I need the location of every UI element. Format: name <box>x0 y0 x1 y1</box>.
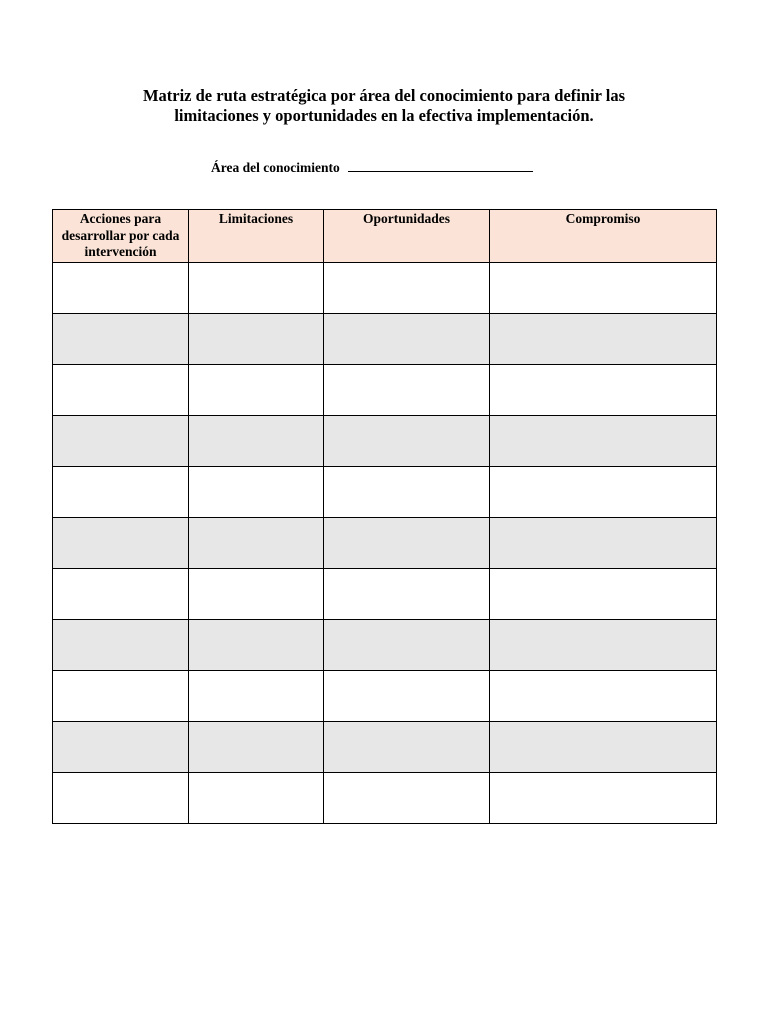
table-cell[interactable] <box>324 518 490 569</box>
table-cell[interactable] <box>53 620 189 671</box>
header-limitaciones: Limitaciones <box>189 210 324 263</box>
header-acciones: Acciones para desarrollar por cada intervención <box>53 210 189 263</box>
strategy-matrix-table <box>52 209 717 824</box>
table-cell[interactable] <box>490 518 717 569</box>
table-cell[interactable] <box>324 314 490 365</box>
table-cell[interactable] <box>189 365 324 416</box>
header-compromiso: Compromiso <box>490 210 717 263</box>
table-body <box>53 263 717 824</box>
area-label: Área del conocimiento <box>211 160 340 175</box>
table-cell[interactable] <box>324 671 490 722</box>
table-cell[interactable] <box>324 620 490 671</box>
table-cell[interactable] <box>53 263 189 314</box>
table-cell[interactable] <box>53 365 189 416</box>
table-cell[interactable] <box>189 569 324 620</box>
table-cell[interactable] <box>53 314 189 365</box>
table-cell[interactable] <box>324 365 490 416</box>
table-cell[interactable] <box>189 416 324 467</box>
table-cell[interactable] <box>490 416 717 467</box>
table-cell[interactable] <box>53 722 189 773</box>
table-cell[interactable] <box>189 518 324 569</box>
table-cell[interactable] <box>490 263 717 314</box>
table-row <box>53 569 717 620</box>
table-row <box>53 518 717 569</box>
title-line-2: limitaciones y oportunidades en la efectiva implementación. <box>174 106 594 125</box>
header-oportunidades: Oportunidades <box>324 210 490 263</box>
title-line-1: Matriz de ruta estratégica por área del conocimiento para definir las <box>142 86 626 105</box>
table-cell[interactable] <box>324 569 490 620</box>
table-row <box>53 773 717 824</box>
table-row <box>53 620 717 671</box>
table-cell[interactable] <box>490 467 717 518</box>
table-cell[interactable] <box>490 671 717 722</box>
table-cell[interactable] <box>324 773 490 824</box>
table-header-row <box>53 210 717 263</box>
table-cell[interactable] <box>490 365 717 416</box>
table-cell[interactable] <box>324 416 490 467</box>
table-cell[interactable] <box>53 569 189 620</box>
table-row <box>53 314 717 365</box>
table-cell[interactable] <box>490 722 717 773</box>
table-row <box>53 671 717 722</box>
table-row <box>53 365 717 416</box>
table-cell[interactable] <box>189 314 324 365</box>
table-row <box>53 722 717 773</box>
table-cell[interactable] <box>189 263 324 314</box>
table-cell[interactable] <box>189 671 324 722</box>
table-cell[interactable] <box>490 569 717 620</box>
area-field <box>211 159 533 176</box>
table-cell[interactable] <box>490 314 717 365</box>
table-cell[interactable] <box>53 518 189 569</box>
table-row <box>53 467 717 518</box>
table-cell[interactable] <box>189 467 324 518</box>
table-row <box>53 263 717 314</box>
table-cell[interactable] <box>189 620 324 671</box>
table-cell[interactable] <box>324 467 490 518</box>
table-cell[interactable] <box>490 620 717 671</box>
table-cell[interactable] <box>490 773 717 824</box>
document-title <box>0 86 768 126</box>
area-blank-line[interactable] <box>348 159 533 172</box>
table-cell[interactable] <box>324 263 490 314</box>
table-cell[interactable] <box>53 773 189 824</box>
table-cell[interactable] <box>53 467 189 518</box>
table-cell[interactable] <box>53 416 189 467</box>
table-row <box>53 416 717 467</box>
table-cell[interactable] <box>189 773 324 824</box>
table-cell[interactable] <box>53 671 189 722</box>
table-cell[interactable] <box>324 722 490 773</box>
table-cell[interactable] <box>189 722 324 773</box>
